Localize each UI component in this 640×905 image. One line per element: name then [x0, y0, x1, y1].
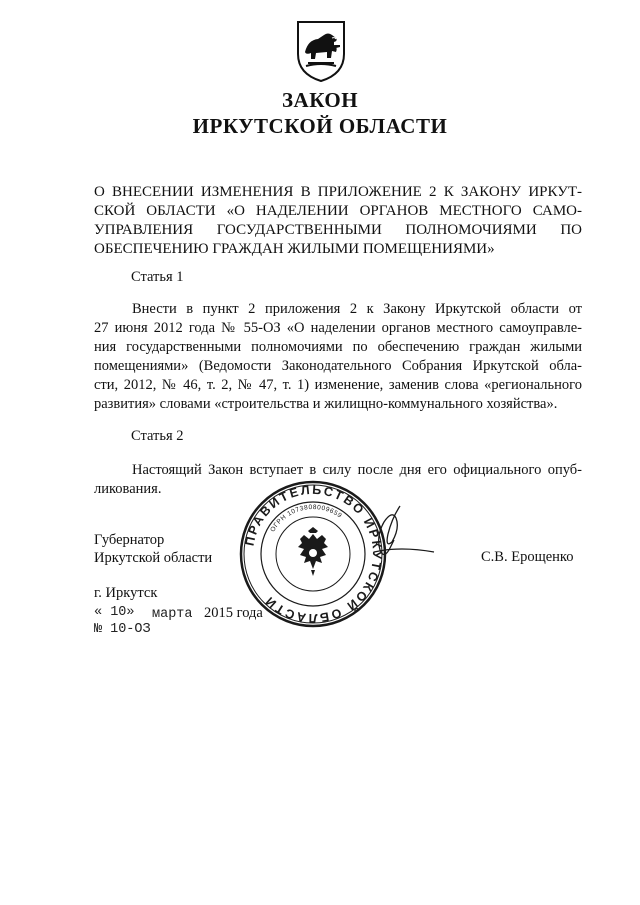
article-line: Настоящий Закон вступает в силу после дня его официального опуб- [132, 462, 582, 478]
seal-outer-text: ПРАВИТЕЛЬСТВО ИРКУТСКОЙ ОБЛАСТИ [242, 482, 385, 626]
signatory-region: Иркутской области [94, 550, 213, 566]
number-sign: № [94, 622, 103, 637]
article-line: помещениями» (Ведомости Законодательного Собрания Иркутской обла- [94, 358, 582, 374]
place-of-signing: г. Иркутск [94, 585, 158, 601]
subject-line: ОБЕСПЕЧЕНИЮ ГРАЖДАН ЖИЛЫМИ ПОМЕЩЕНИЯМИ» [94, 241, 495, 257]
article-line: ния государственными полномочиями по обеспечению граждан жилыми [94, 339, 582, 355]
signatory-name: С.В. Ерощенко [481, 549, 574, 565]
article-line: сти, 2012, № 46, т. 2, № 47, т. 1) изменение, заменив слова «регионального [94, 377, 582, 393]
article-line: ликования. [94, 481, 162, 497]
law-region-title: ИРКУТСКОЙ ОБЛАСТИ [192, 114, 448, 138]
law-title: ЗАКОН [281, 88, 359, 112]
number-value: 10-ОЗ [110, 622, 151, 637]
subject-line: СКОЙ ОБЛАСТИ «О НАДЕЛЕНИИ ОРГАНОВ МЕСТНОГО САМО- [94, 203, 582, 219]
handwritten-signature [330, 500, 435, 570]
article-line: Внести в пункт 2 приложения 2 к Закону Иркутской области от [132, 301, 582, 317]
article-line: развития» словами «строительства и жилищно-коммунального хозяйства». [94, 396, 558, 412]
article-1-heading: Статья 1 [131, 269, 184, 285]
article-2-heading: Статья 2 [131, 428, 184, 444]
date-day: « 10» [94, 605, 135, 620]
law-subject [94, 183, 582, 259]
subject-line: О ВНЕСЕНИИ ИЗМЕНЕНИЯ В ПРИЛОЖЕНИЕ 2 К ЗАКОНУ ИРКУТ- [94, 184, 582, 200]
signatory-title: Губернатор [94, 532, 165, 548]
date-year: 2015 года [204, 605, 263, 621]
seal-inner-text: ОГРН 1073808009659 [269, 503, 344, 534]
article-1-text [94, 300, 582, 414]
law-number [94, 622, 159, 637]
irkutsk-coat-of-arms-icon [294, 18, 348, 84]
signatory-position [94, 531, 212, 567]
date-month: марта [152, 607, 193, 622]
article-line: 27 июня 2012 года № 55-ОЗ «О наделении органов местного самоуправле- [94, 320, 582, 336]
double-headed-eagle-icon [298, 527, 328, 576]
subject-line: УПРАВЛЕНИЯ ГОСУДАРСТВЕННЫМИ ПОЛНОМОЧИЯМИ ПО [94, 222, 582, 238]
